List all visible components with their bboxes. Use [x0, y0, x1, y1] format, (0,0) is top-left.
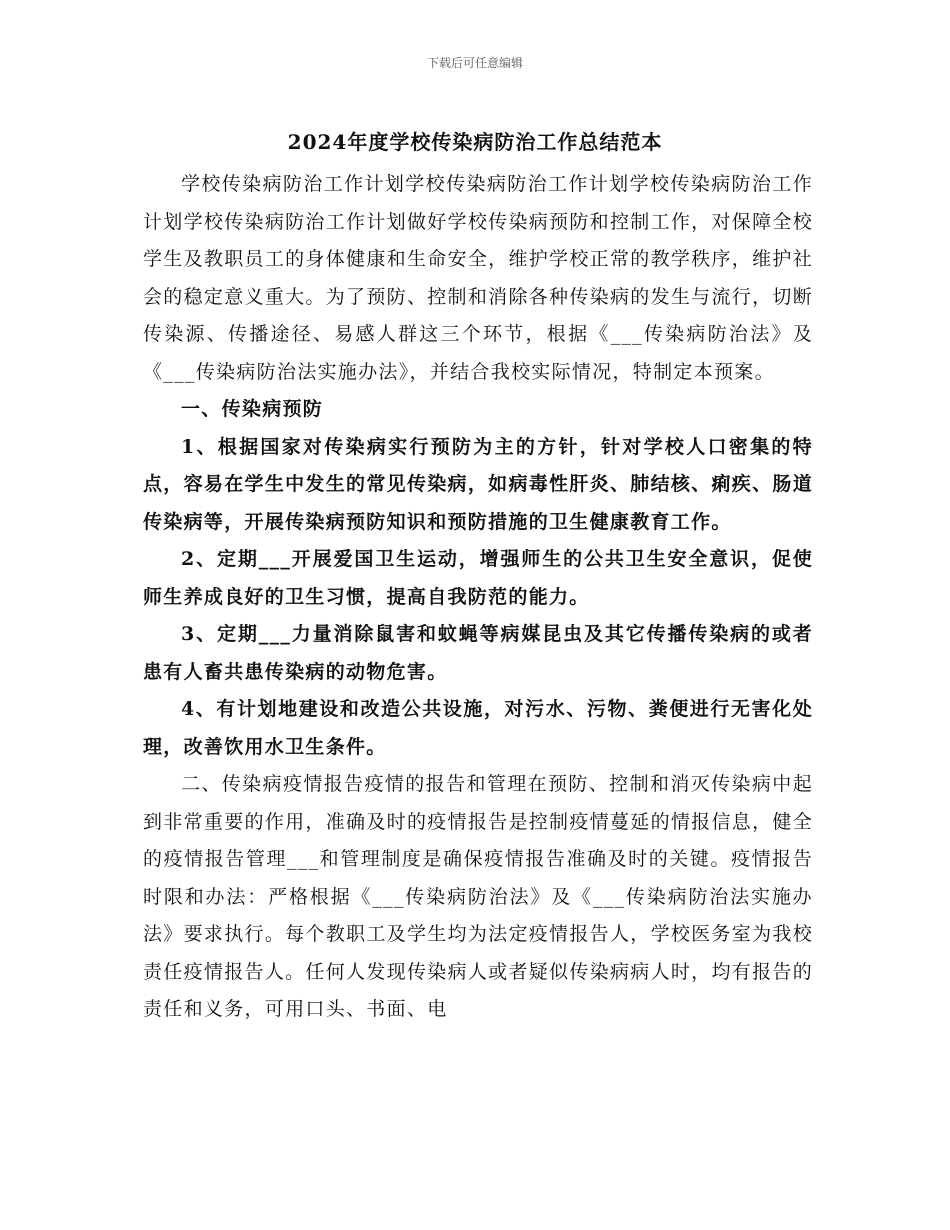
document-body: [143, 166, 813, 1029]
header-note: 下载后可任意编辑: [426, 56, 523, 70]
document-title: 2024年度学校传染病防治工作总结范本: [287, 130, 663, 154]
prevention-item-2: 2、定期___开展爱国卫生运动，增强师生的公共卫生安全意识，促使师生养成良好的卫生习惯，提高自我防范的能力。: [143, 548, 813, 608]
section-heading-prevention: 一、传染病预防: [181, 398, 324, 420]
prevention-item-4: 4、有计划地建设和改造公共设施，对污水、污物、粪便进行无害化处理，改善饮用水卫生条件。: [143, 698, 813, 758]
prevention-item-3: 3、定期___力量消除鼠害和蚊蝇等病媒昆虫及其它传播传染病的或者患有人畜共患传染病的动物危害。: [143, 623, 813, 683]
intro-paragraph: 学校传染病防治工作计划学校传染病防治工作计划学校传染病防治工作计划学校传染病防治工作计划做好学校传染病预防和控制工作，对保障全校学生及教职员工的身体健康和生命安全，维护学校正常的教学秩序，维护社会的稳定意义重大。为了预防、控制和消除各种传染病的发生与流行，切断传染源、传播途径、易感人群这三个环节，根据《___传染病防治法》及《___传染病防治法实施办法》，并结合我校实际情况，特制定本预案。: [143, 173, 813, 383]
section-reporting-paragraph: 二、传染病疫情报告疫情的报告和管理在预防、控制和消灭传染病中起到非常重要的作用，准确及时的疫情报告是控制疫情蔓延的情报信息，健全的疫情报告管理___和管理制度是确保疫情报告准确及时的关键。疫情报告时限和办法：严格根据《___传染病防治法》及《___传染病防治法实施办法》要求执行。每个教职工及学生均为法定疫情报告人，学校医务室为我校责任疫情报告人。任何人发现传染病人或者疑似传染病病人时，均有报告的责任和义务，可用口头、书面、电: [143, 773, 813, 1020]
prevention-item-1: 1、根据国家对传染病实行预防为主的方针，针对学校人口密集的特点，容易在学生中发生的常见传染病，如病毒性肝炎、肺结核、痢疾、肠道传染病等，开展传染病预防知识和预防措施的卫生健康教育工作。: [143, 435, 813, 533]
